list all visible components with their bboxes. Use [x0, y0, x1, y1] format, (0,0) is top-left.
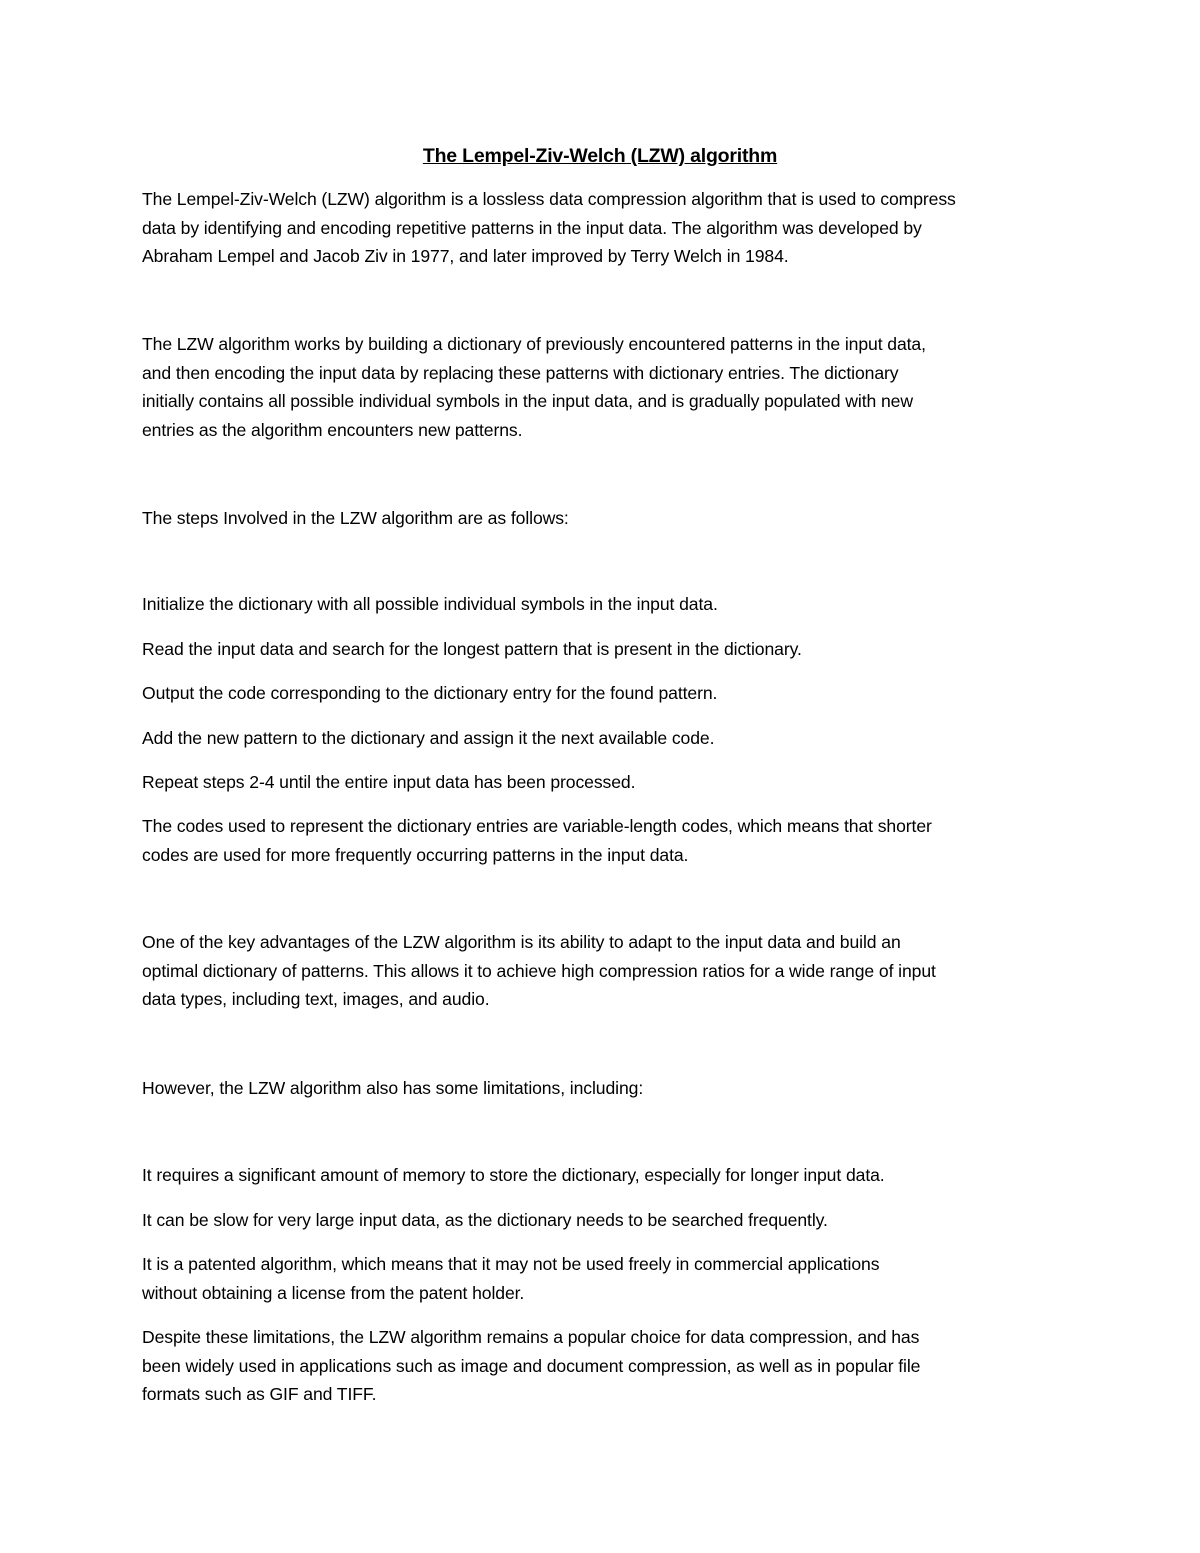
limitations-intro: However, the LZW algorithm also has some limitations, including: — [142, 1078, 644, 1098]
advantages-line: data types, including text, images, and audio. — [142, 989, 490, 1010]
step-item: Initialize the dictionary with all possible individual symbols in the input data. — [142, 594, 718, 614]
advantages-paragraph — [142, 928, 1072, 1014]
step-item: Add the new pattern to the dictionary and assign it the next available code. — [142, 728, 715, 748]
how-it-works-line: The LZW algorithm works by building a dictionary of previously encountered patterns in the input data, — [142, 334, 926, 354]
step-item: Read the input data and search for the longest pattern that is present in the dictionary. — [142, 639, 802, 659]
patent-line: without obtaining a license from the patent holder. — [142, 1282, 525, 1303]
how-it-works-line: entries as the algorithm encounters new patterns. — [142, 420, 523, 441]
conclusion-paragraph — [142, 1323, 1072, 1409]
step-item: Repeat steps 2-4 until the entire input data has been processed. — [142, 772, 636, 792]
patent-line: It is a patented algorithm, which means that it may not be used freely in commercial applications — [142, 1254, 880, 1274]
codes-note-paragraph — [142, 812, 1072, 869]
codes-note-line: codes are used for more frequently occurring patterns in the input data. — [142, 844, 689, 865]
codes-note-line: The codes used to represent the dictionary entries are variable-length codes, which means that shorter — [142, 816, 932, 836]
document-title: The Lempel-Ziv-Welch (LZW) algorithm — [422, 145, 778, 167]
how-it-works-line: and then encoding the input data by replacing these patterns with dictionary entries. The dictionary — [142, 362, 899, 383]
advantages-line: One of the key advantages of the LZW algorithm is its ability to adapt to the input data and build an — [142, 932, 901, 952]
intro-paragraph — [142, 185, 1072, 271]
advantages-line: optimal dictionary of patterns. This allows it to achieve high compression ratios for a wide range of input — [142, 960, 936, 981]
conclusion-line: Despite these limitations, the LZW algorithm remains a popular choice for data compression, and has — [142, 1327, 920, 1347]
step-item: Output the code corresponding to the dictionary entry for the found pattern. — [142, 683, 718, 703]
limitation-item: It requires a significant amount of memory to store the dictionary, especially for longer input data. — [142, 1165, 885, 1185]
conclusion-line: been widely used in applications such as image and document compression, as well as in popular file — [142, 1355, 921, 1376]
steps-intro: The steps Involved in the LZW algorithm are as follows: — [142, 508, 569, 528]
how-it-works-paragraph — [142, 330, 1072, 445]
intro-line: The Lempel-Ziv-Welch (LZW) algorithm is a lossless data compression algorithm that is used to compress — [142, 189, 956, 209]
patent-paragraph — [142, 1250, 1072, 1307]
limitation-item: It can be slow for very large input data, as the dictionary needs to be searched frequently. — [142, 1210, 828, 1230]
how-it-works-line: initially contains all possible individual symbols in the input data, and is gradually populated with new — [142, 391, 913, 412]
intro-line: Abraham Lempel and Jacob Ziv in 1977, and later improved by Terry Welch in 1984. — [142, 246, 789, 267]
intro-line: data by identifying and encoding repetitive patterns in the input data. The algorithm was developed by — [142, 217, 922, 238]
conclusion-line: formats such as GIF and TIFF. — [142, 1384, 377, 1405]
